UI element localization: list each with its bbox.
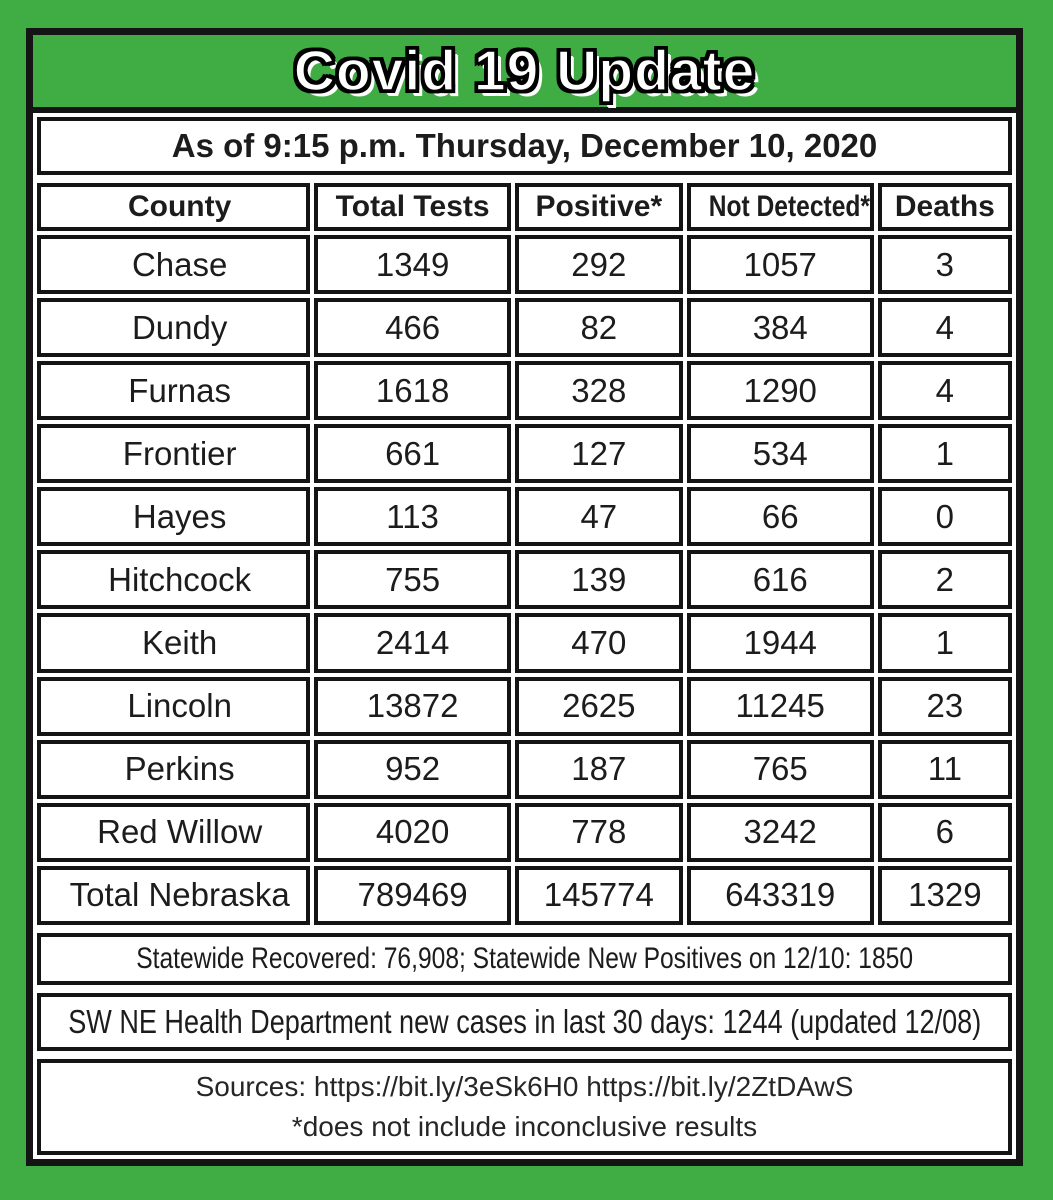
table-row <box>37 613 1012 672</box>
total-tests-cell: 1349 <box>314 235 511 294</box>
table-row <box>37 803 1012 862</box>
deaths-cell: 1329 <box>878 866 1012 925</box>
positive-cell: 82 <box>515 298 683 357</box>
not-detected-cell: 1290 <box>687 361 874 420</box>
total-tests-cell: 661 <box>314 424 511 483</box>
positive-cell: 127 <box>515 424 683 483</box>
not-detected-cell: 11245 <box>687 677 874 736</box>
deaths-cell: 2 <box>878 550 1012 609</box>
positive-cell: 470 <box>515 613 683 672</box>
table-row <box>37 550 1012 609</box>
not-detected-cell: 3242 <box>687 803 874 862</box>
not-detected-cell: 534 <box>687 424 874 483</box>
total-tests-cell: 789469 <box>314 866 511 925</box>
county-cell: Hayes <box>37 487 310 546</box>
total-tests-cell: 755 <box>314 550 511 609</box>
positive-cell: 778 <box>515 803 683 862</box>
deaths-cell: 1 <box>878 424 1012 483</box>
positive-cell: 187 <box>515 740 683 799</box>
deaths-cell: 11 <box>878 740 1012 799</box>
table-row-total <box>37 866 1012 925</box>
not-detected-cell: 765 <box>687 740 874 799</box>
sources-line: Sources: https://bit.ly/3eSk6H0 https://bit.ly/2ZtDAwS <box>195 1071 854 1102</box>
table-row <box>37 487 1012 546</box>
positive-cell: 47 <box>515 487 683 546</box>
column-header-positive: Positive* <box>515 183 683 231</box>
total-tests-cell: 466 <box>314 298 511 357</box>
table-row <box>37 298 1012 357</box>
covid-county-table <box>33 179 1016 929</box>
sources-note <box>37 1059 1012 1155</box>
positive-cell: 2625 <box>515 677 683 736</box>
deaths-cell: 3 <box>878 235 1012 294</box>
statewide-summary <box>37 933 1012 985</box>
header-row <box>37 183 1012 231</box>
table-row <box>37 361 1012 420</box>
deaths-cell: 4 <box>878 361 1012 420</box>
county-cell: Red Willow <box>37 803 310 862</box>
column-header-total-tests: Total Tests <box>314 183 511 231</box>
county-cell: Chase <box>37 235 310 294</box>
deaths-cell: 0 <box>878 487 1012 546</box>
table-row <box>37 235 1012 294</box>
column-header-deaths: Deaths <box>878 183 1012 231</box>
county-table-wrap <box>33 179 1016 929</box>
county-cell: Perkins <box>37 740 310 799</box>
covid-update-card <box>26 28 1023 1166</box>
title-band <box>33 35 1016 113</box>
as-of-date-banner <box>37 117 1012 175</box>
table-row <box>37 740 1012 799</box>
health-dept-summary <box>37 993 1012 1051</box>
deaths-cell: 4 <box>878 298 1012 357</box>
total-tests-cell: 2414 <box>314 613 511 672</box>
not-detected-cell: 616 <box>687 550 874 609</box>
table-row <box>37 677 1012 736</box>
health-dept-summary-text: SW NE Health Department new cases in last 30 days: 1244 (updated 12/08) <box>67 1003 982 1040</box>
page-title: Covid 19 Update <box>293 39 756 103</box>
total-tests-cell: 13872 <box>314 677 511 736</box>
total-tests-cell: 1618 <box>314 361 511 420</box>
total-tests-cell: 4020 <box>314 803 511 862</box>
total-tests-cell: 952 <box>314 740 511 799</box>
county-cell: Furnas <box>37 361 310 420</box>
column-header-not-detected: Not Detected* <box>687 183 874 231</box>
not-detected-cell: 66 <box>687 487 874 546</box>
not-detected-cell: 384 <box>687 298 874 357</box>
not-detected-cell: 1057 <box>687 235 874 294</box>
deaths-cell: 23 <box>878 677 1012 736</box>
not-detected-cell: 643319 <box>687 866 874 925</box>
deaths-cell: 1 <box>878 613 1012 672</box>
table-row <box>37 424 1012 483</box>
deaths-cell: 6 <box>878 803 1012 862</box>
county-cell: Hitchcock <box>37 550 310 609</box>
county-cell: Dundy <box>37 298 310 357</box>
county-cell: Keith <box>37 613 310 672</box>
positive-cell: 328 <box>515 361 683 420</box>
total-tests-cell: 113 <box>314 487 511 546</box>
statewide-summary-text: Statewide Recovered: 76,908; Statewide New Positives on 12/10: 1850 <box>136 942 913 975</box>
not-detected-cell: 1944 <box>687 613 874 672</box>
as-of-date: As of 9:15 p.m. Thursday, December 10, 2020 <box>171 127 878 164</box>
county-cell: Total Nebraska <box>37 866 310 925</box>
inconclusive-note: *does not include inconclusive results <box>291 1111 758 1142</box>
county-cell: Frontier <box>37 424 310 483</box>
positive-cell: 145774 <box>515 866 683 925</box>
county-cell: Lincoln <box>37 677 310 736</box>
column-header-county: County <box>37 183 310 231</box>
positive-cell: 292 <box>515 235 683 294</box>
positive-cell: 139 <box>515 550 683 609</box>
